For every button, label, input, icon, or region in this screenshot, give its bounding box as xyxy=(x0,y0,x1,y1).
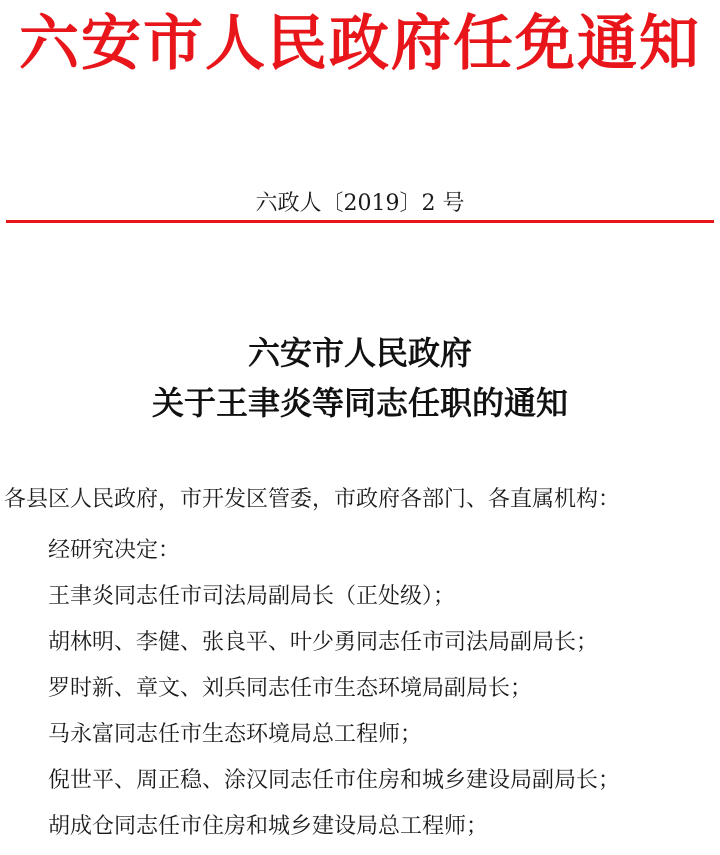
paragraph-appointment: 王聿炎同志任市司法局副局长（正处级）； xyxy=(48,584,456,609)
document-title-issuer: 六安市人民政府 xyxy=(247,334,472,372)
paragraph-appointment: 马永富同志任市生态环境局总工程师； xyxy=(48,722,423,747)
paragraph-appointment: 倪世平、周正稳、涂汉同志任市住房和城乡建设局副局长； xyxy=(48,768,621,793)
document-title-subject: 关于王聿炎等同志任职的通知 xyxy=(151,384,568,422)
red-divider-line xyxy=(6,220,714,223)
document-number: 六政人〔2019〕2 号 xyxy=(255,191,465,216)
masthead-title: 六安市人民政府任免通知 xyxy=(19,9,701,79)
paragraph-appointment: 胡成仓同志任市住房和城乡建设局总工程师； xyxy=(48,814,489,839)
salutation: 各县区人民政府，市开发区管委，市政府各部门、各直属机构： xyxy=(4,487,621,512)
paragraph-appointment: 胡林明、李健、张良平、叶少勇同志任市司法局副局长； xyxy=(48,630,599,655)
paragraph-decision: 经研究决定： xyxy=(48,538,181,563)
document-body xyxy=(48,528,718,850)
paragraph-appointment: 罗时新、章文、刘兵同志任市生态环境局副局长； xyxy=(48,676,533,701)
